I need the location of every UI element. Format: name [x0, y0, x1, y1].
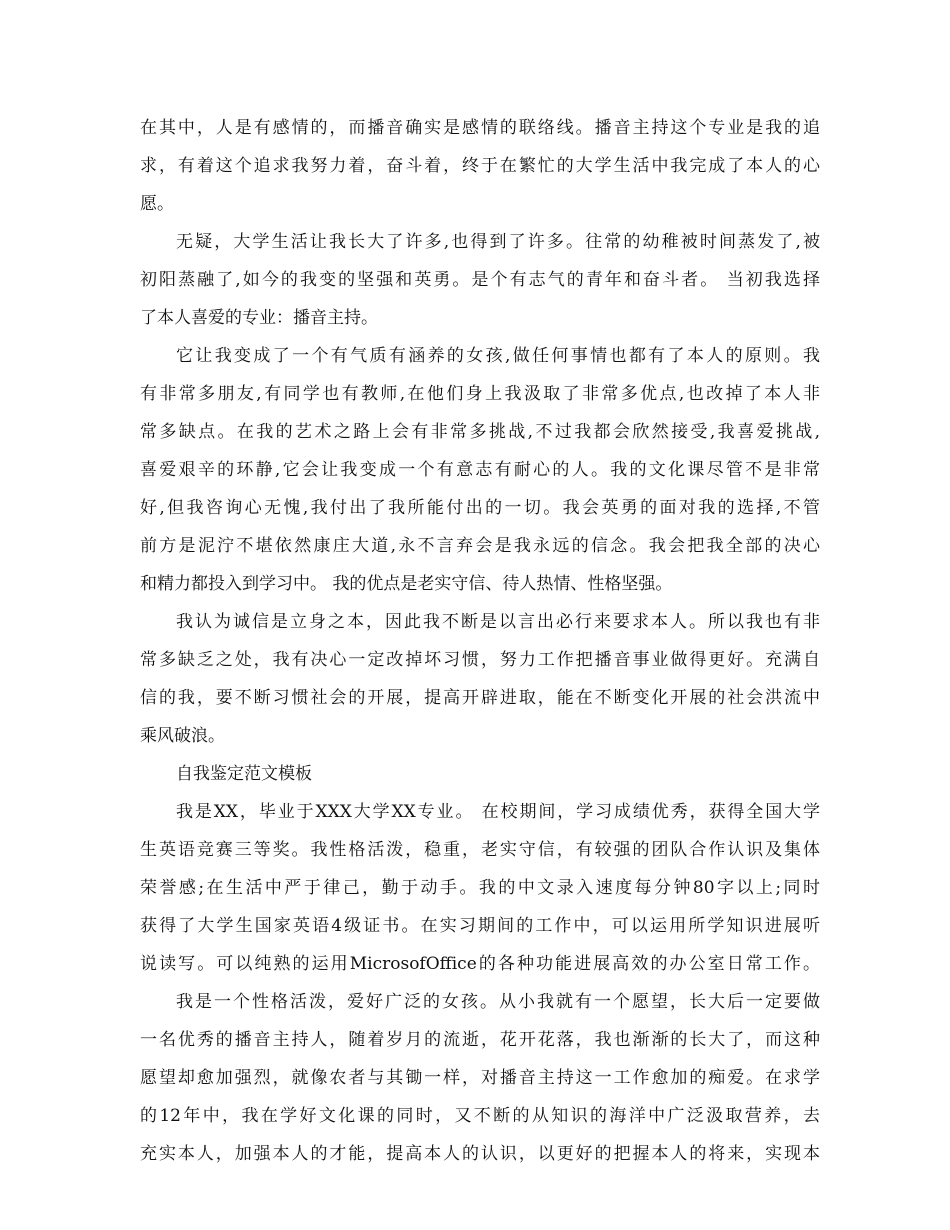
text-line: 初阳蒸融了,如今的我变的坚强和英勇。是个有志气的青年和奋斗者。 当初我选择	[140, 270, 820, 290]
section-heading: 自我鉴定范文模板	[176, 764, 312, 784]
text-line: 愿望却愈加强烈，就像农者与其锄一样，对播音主持这一工作愈加的痴爱。在求学	[140, 1068, 820, 1088]
text-line: 我是XX，毕业于XXX大学XX专业。 在校期间，学习成绩优秀，获得全国大学	[176, 802, 820, 822]
text-line: 喜爱艰辛的环静,它会让我变成一个有意志有耐心的人。我的文化课尽管不是非常	[140, 460, 820, 480]
text-line: 充实本人，加强本人的才能，提高本人的认识，以更好的把握本人的将来，实现本	[140, 1144, 820, 1164]
text-line: 有非常多朋友,有同学也有教师,在他们身上我汲取了非常多优点,也改掉了本人非	[140, 384, 820, 404]
text-line: 常多缺乏之处，我有决心一定改掉坏习惯，努力工作把播音事业做得更好。充满自	[140, 650, 820, 670]
text-line: 前方是泥泞不堪依然康庄大道,永不言弃会是我永远的信念。我会把我全部的决心	[140, 536, 820, 556]
text-line: 的12年中，我在学好文化课的同时，又不断的从知识的海洋中广泛汲取营养，去	[140, 1106, 820, 1126]
text-line: 无疑，大学生活让我长大了许多,也得到了许多。往常的幼稚被时间蒸发了,被	[176, 232, 820, 252]
text-line: 常多缺点。在我的艺术之路上会有非常多挑战,不过我都会欣然接受,我喜爱挑战,	[140, 422, 820, 442]
text-line: 愿。	[140, 194, 174, 214]
text-line: 一名优秀的播音主持人，随着岁月的流逝，花开花落，我也渐渐的长大了，而这种	[140, 1030, 820, 1050]
text-line: 我认为诚信是立身之本，因此我不断是以言出必行来要求本人。所以我也有非	[176, 612, 820, 632]
text-line: 乘风破浪。	[140, 726, 225, 746]
text-line: 它让我变成了一个有气质有涵养的女孩,做任何事情也都有了本人的原则。我	[176, 346, 820, 366]
text-line: 获得了大学生国家英语4级证书。在实习期间的工作中，可以运用所学知识进展听	[140, 916, 820, 936]
text-line: 了本人喜爱的专业：播音主持。	[140, 308, 378, 328]
text-line: 求，有着这个追求我努力着，奋斗着，终于在繁忙的大学生活中我完成了本人的心	[140, 156, 820, 176]
text-line: 好,但我咨询心无愧,我付出了我所能付出的一切。我会英勇的面对我的选择,不管	[140, 498, 820, 518]
text-line: 我是一个性格活泼，爱好广泛的女孩。从小我就有一个愿望，长大后一定要做	[176, 992, 820, 1012]
text-line: 信的我，要不断习惯社会的开展，提高开辟进取，能在不断变化开展的社会洪流中	[140, 688, 820, 708]
text-line: 和精力都投入到学习中。 我的优点是老实守信、待人热情、性格坚强。	[140, 574, 673, 594]
text-line: 在其中，人是有感情的，而播音确实是感情的联络线。播音主持这个专业是我的追	[140, 118, 820, 138]
text-line: 荣誉感;在生活中严于律己，勤于动手。我的中文录入速度每分钟80字以上;同时	[140, 878, 820, 898]
text-line: 说读写。可以纯熟的运用MicrosofOffice的各种功能进展高效的办公室日常工作。	[140, 954, 820, 974]
text-line: 生英语竞赛三等奖。我性格活泼，稳重，老实守信，有较强的团队合作认识及集体	[140, 840, 820, 860]
